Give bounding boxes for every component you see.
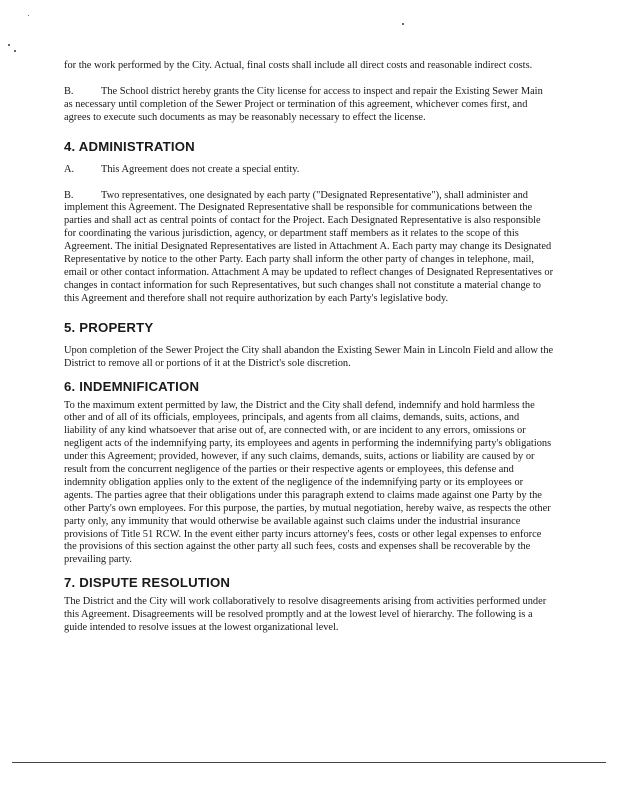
administration-paragraph-a [64, 164, 554, 177]
paragraph-label: B. [64, 189, 74, 201]
document-body [64, 60, 554, 635]
intro-paragraph-b [64, 86, 554, 125]
section-heading-indemnification: 6. INDEMNIFICATION [64, 378, 200, 394]
property-paragraph: Upon completion of the Sewer Project the City shall abandon the Existing Sewer Main in Lincoln Field and allow the District to remove all or portions of it at the District's sole discretion. [64, 344, 554, 369]
scan-speck [28, 15, 29, 16]
paragraph-text: This Agreement does not create a special entity. [101, 163, 300, 175]
paragraph-text: The School district hereby grants the City license for access to inspect and repair the Existing Sewer Main as necessary until completion of the Sewer Project or termination of this agreement, whichever comes first, and agrees to execute such documents as may be reasonably necessary to effect the license. [64, 85, 543, 123]
scan-speck [402, 23, 404, 25]
paragraph-label: B. [64, 85, 74, 97]
paragraph-label: A. [64, 163, 75, 175]
indemnification-paragraph: To the maximum extent permitted by law, the District and the City shall defend, indemnify and hold harmless the other and of all of its officials, employees, principals, and agents from all claims, demands, suits, actions, and liability of any kind whatsoever that arise out of, are connected with, or are incident to any errors, omissions or negligent acts of the indemnifying party, its employees and agents in performing the indemnifying party's obligations under this Agreement; provided, however, if any such claims, demands, suits, actions or liability are caused by or result from the concurrent negligence of the parties or their respective agents or employees, this defense and indemnity obligation applies only to the extent of the negligence of the indemnifying party or its employees or agents. The parties agree that their obligations under this paragraph extend to claims made against one Party by the other Party's own employees. For this purpose, the parties, by mutual negotiation, hereby waive, as respects the other party only, any immunity that would otherwise be available against such claims under the industrial insurance provisions of Title 51 RCW. In the event either party incurs attorney's fees, costs or other legal expenses to enforce the provisions of this section against the other party all such fees, costs and expenses shall be recoverable by the prevailing party. [64, 399, 552, 566]
dispute-resolution-paragraph: The District and the City will work collaboratively to resolve disagreements arising from activities performed under this Agreement. Disagreements will be resolved promptly and at the lowest level of hierarchy. The following is a guide intended to resolve issues at the lowest organizational level. [64, 596, 547, 634]
section-heading-administration: 4. ADMINISTRATION [64, 138, 195, 154]
paragraph-text: Two representatives, one designated by each party ("Designated Representative"), shall administer and implement this Agreement. The Designated Representative shall be responsible for communications between the parties and shall act as central points of contact for the Project. Each Designated Representative is also responsible for coordinating the various jurisdiction, agency, or department staff members as it relates to the scope of this Agreement. The initial Designated Representatives are listed in Attachment A. Each party may change its Designated Representative by notice to the other Party. Each party shall inform the other party of changes in telephone, mail, email or other contact information. Attachment A may be updated to reflect changes of Designated Representatives or changes in contact information for such Representatives, but such changes shall not constitute a material change to this Agreement and therefore shall not require authorization by each Party's legislative body. [64, 189, 554, 304]
section-heading-property: 5. PROPERTY [64, 319, 154, 335]
intro-paragraph-continued: for the work performed by the City. Actual, final costs shall include all direct costs and reasonable indirect costs. [64, 60, 533, 71]
scan-speck [8, 44, 10, 46]
section-heading-dispute-resolution: 7. DISPUTE RESOLUTION [64, 575, 231, 591]
scan-speck [14, 50, 16, 52]
administration-paragraph-b [64, 190, 554, 306]
footer-rule [12, 762, 606, 763]
